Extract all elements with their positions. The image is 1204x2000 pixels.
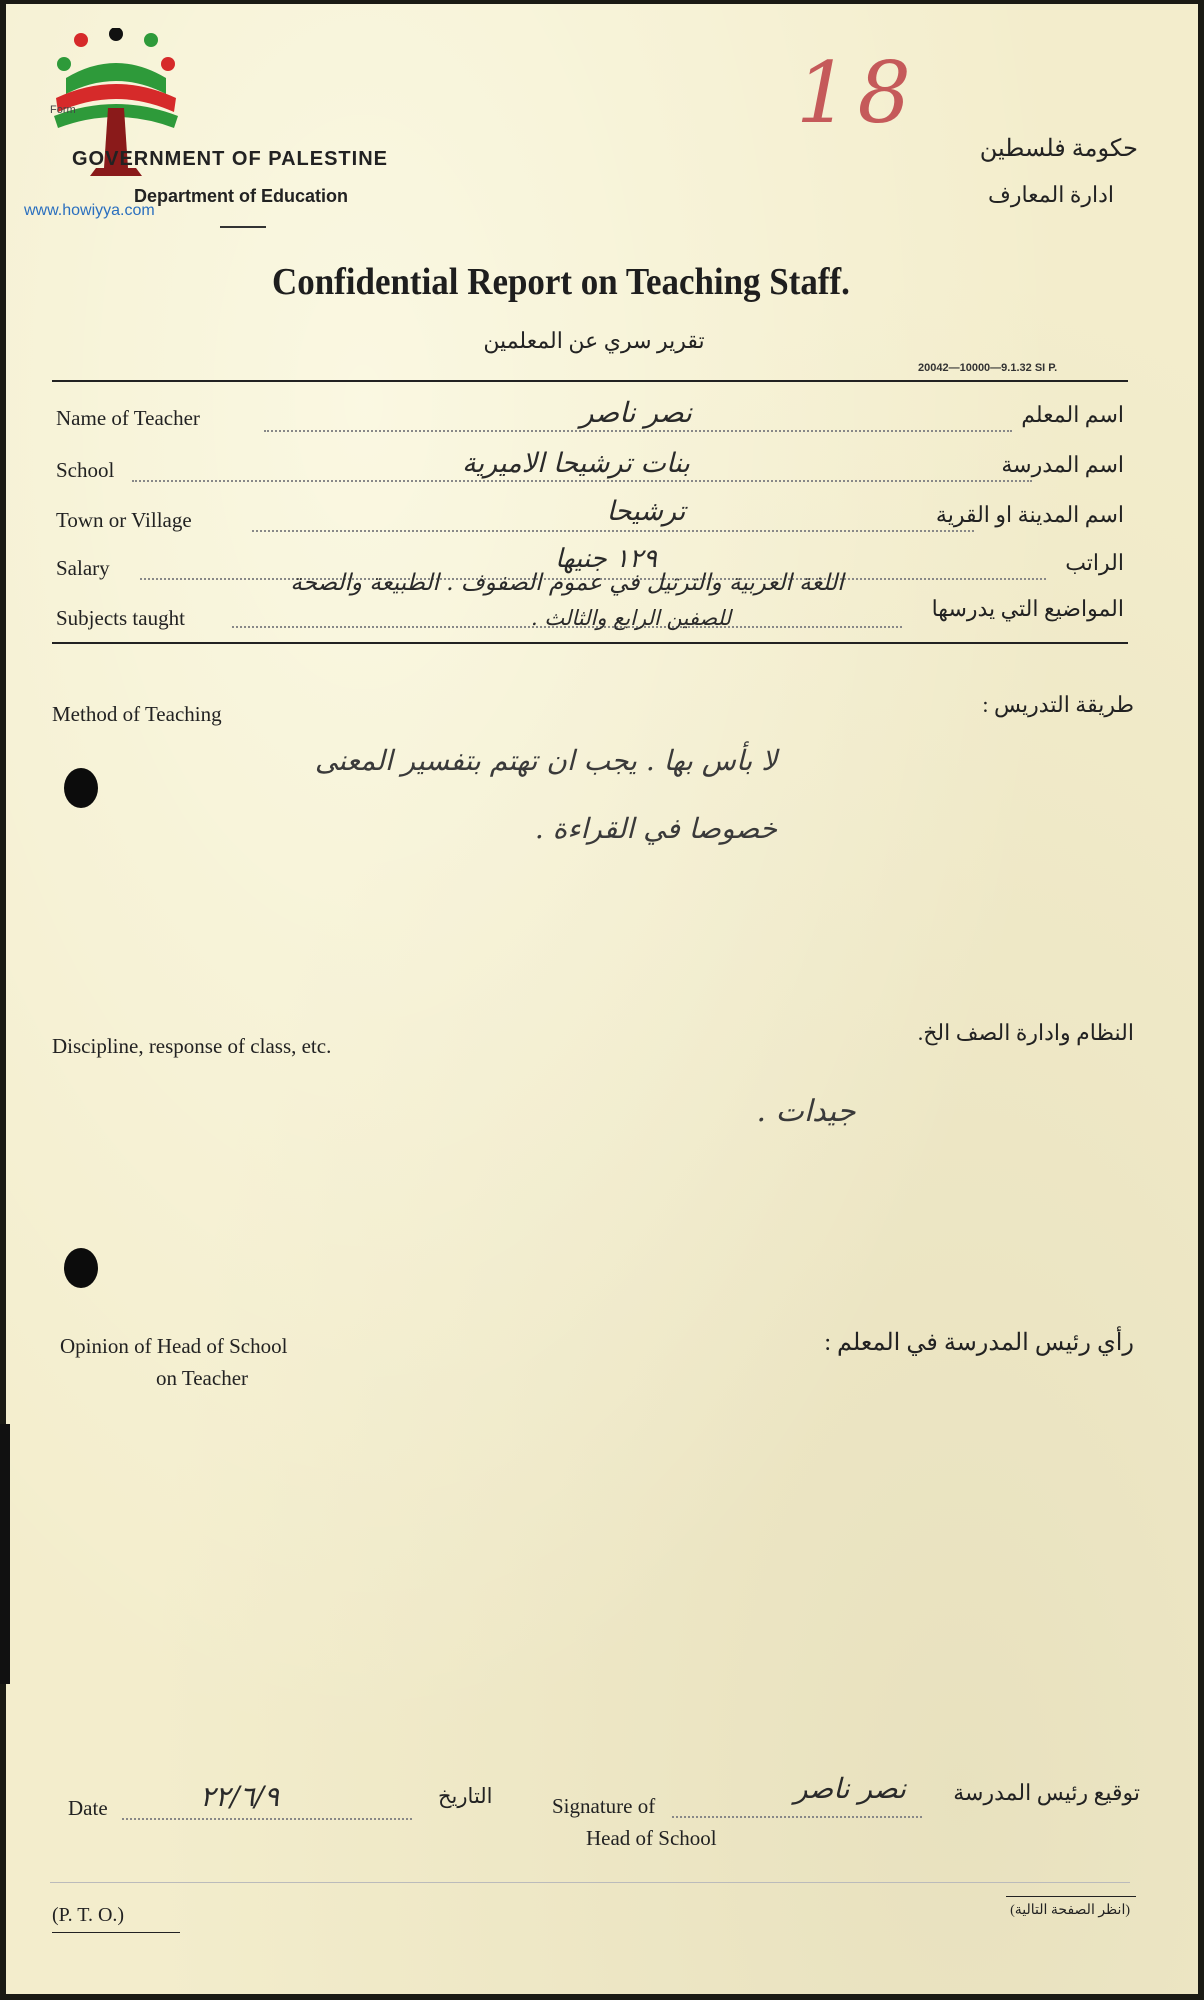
dept-title-en: Department of Education [134,186,349,206]
field-salary-label-ar: الراتب [1065,550,1124,575]
method-label-ar: طريقة التدريس : [982,692,1134,717]
field-school-value: بنات ترشيحا الاميرية [462,448,690,479]
field-town-value: ترشيحا [606,496,686,527]
method-label-en: Method of Teaching [52,702,222,726]
print-code: 20042—10000—9.1.32 SI P. [918,362,1058,374]
field-salary-label-en: Salary [56,556,110,580]
punch-hole [64,1248,98,1288]
field-school-label-ar: اسم المدرسة [1001,452,1124,477]
signature-label-en: Signature of [552,1794,656,1818]
website-watermark: www.howiyya.com [24,202,155,219]
report-title-en: Confidential Report on Teaching Staff. [272,261,850,303]
page-edge-shadow [0,1424,10,1684]
signature-label-en-2: Head of School [586,1826,717,1850]
opinion-label-en-1: Opinion of Head of School [60,1334,288,1358]
discipline-comment: جيدات . [756,1094,856,1129]
pto-en: (P. T. O.) [52,1904,125,1926]
report-title-ar: تقرير سري عن المعلمين [483,328,705,353]
gov-title-en: GOVERNMENT OF PALESTINE [72,148,388,170]
field-town-label-ar: اسم المدينة او القرية [935,502,1124,527]
opinion-label-en-2: on Teacher [156,1366,249,1390]
date-label-en: Date [68,1796,108,1820]
field-name-label-en: Name of Teacher [56,406,200,430]
discipline-label-ar: النظام وادارة الصف الخ. [917,1020,1134,1045]
dept-title-ar: ادارة المعارف [988,182,1114,207]
pto-ar: (انظر الصفحة التالية) [1010,1903,1130,1918]
pencil-number: 18 [796,44,919,142]
field-town-label-en: Town or Village [56,508,192,532]
signature-label-ar: توقيع رئيس المدرسة [953,1780,1140,1805]
field-name-value: نصر ناصر [580,396,692,429]
field-subjects-value: اللغة العربية والترتيل في عموم الصفوف . الطبيعة والصحة [290,570,844,596]
date-label-ar: التاريخ [438,1784,493,1808]
signature-value: نصر ناصر [794,1772,906,1805]
field-salary-value: ١٢٩ جنيها [555,544,657,574]
form-code: Form [50,104,76,116]
gov-title-ar: حكومة فلسطين [979,136,1138,162]
field-subjects-value-line2: للصفين الرابع والثالث . [530,606,731,630]
field-name-label-ar: اسم المعلم [1021,402,1124,427]
field-school-label-en: School [56,458,115,482]
document-page [6,4,1198,1994]
opinion-label-ar: رأي رئيس المدرسة في المعلم : [824,1330,1134,1356]
field-subjects-label-en: Subjects taught [56,606,185,630]
punch-hole [64,768,98,808]
date-value: ٢٢/٦/٩ [200,1780,280,1813]
method-comment-line2: خصوصا في القراءة . [534,812,778,845]
field-subjects-label-ar: المواضيع التي يدرسها [931,596,1124,621]
discipline-label-en: Discipline, response of class, etc. [52,1034,332,1058]
method-comment-line1: لا بأس بها . يجب ان تهتم بتفسير المعنى [314,744,778,777]
